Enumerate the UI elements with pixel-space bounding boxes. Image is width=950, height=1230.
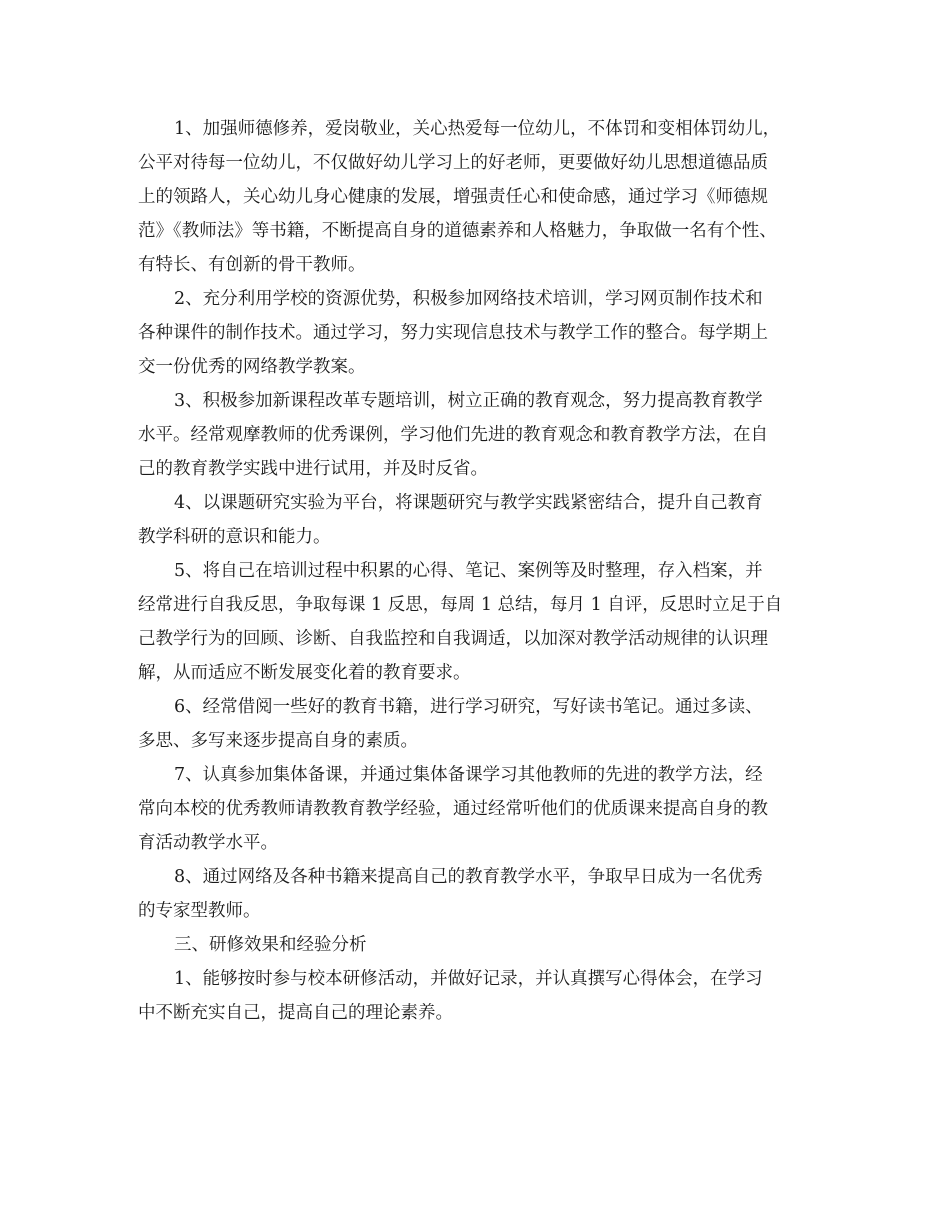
text-line: 有特长、有创新的骨干教师。: [138, 255, 366, 275]
text-line: 交一份优秀的网络教学教案。: [138, 357, 366, 377]
text-line: 三、研修效果和经验分析: [174, 935, 367, 955]
text-line: 己的教育教学实践中进行试用，并及时反省。: [138, 459, 488, 479]
text-line: 公平对待每一位幼儿，不仅做好幼儿学习上的好老师，更要做好幼儿思想道德品质: [138, 153, 768, 173]
text-line: 各种课件的制作技术。通过学习，努力实现信息技术与教学工作的整合。每学期上: [138, 323, 768, 343]
text-line: 范》《教师法》等书籍，不断提高自身的道德素养和人格魅力，争取做一名有个性、: [138, 221, 777, 241]
text-line: 1、加强师德修养，爱岗敬业，关心热爱每一位幼儿，不体罚和变相体罚幼儿，: [174, 119, 781, 139]
text-line: 育活动教学水平。: [138, 833, 278, 853]
text-line: 解，从而适应不断发展变化着的教育要求。: [138, 663, 471, 683]
text-line: 多思、多写来逐步提高自身的素质。: [138, 731, 418, 751]
text-line: 3、积极参加新课程改革专题培训，树立正确的教育观念，努力提高教育教学: [174, 391, 763, 411]
text-line: 经常进行自我反思，争取每课 1 反思，每周 1 总结，每月 1 自评，反思时立足于自: [138, 595, 783, 615]
text-line: 上的领路人，关心幼儿身心健康的发展，增强责任心和使命感，通过学习《师德规: [138, 187, 768, 207]
text-line: 水平。经常观摩教师的优秀课例，学习他们先进的教育观念和教育教学方法，在自: [138, 425, 768, 445]
text-line: 教学科研的意识和能力。: [138, 527, 331, 547]
document-body: [138, 112, 818, 1030]
text-line: 的专家型教师。: [138, 901, 261, 921]
text-line: 2、充分利用学校的资源优势，积极参加网络技术培训，学习网页制作技术和: [174, 289, 763, 309]
text-line: 5、将自己在培训过程中积累的心得、笔记、案例等及时整理，存入档案，并: [174, 561, 763, 581]
text-line: 4、以课题研究实验为平台，将课题研究与教学实践紧密结合，提升自己教育: [174, 493, 763, 513]
text-line: 己教学行为的回顾、诊断、自我监控和自我调适，以加深对教学活动规律的认识理: [138, 629, 768, 649]
text-line: 6、经常借阅一些好的教育书籍，进行学习研究，写好读书笔记。通过多读、: [174, 697, 763, 717]
text-line: 1、能够按时参与校本研修活动，并做好记录，并认真撰写心得体会，在学习: [174, 969, 763, 989]
text-line: 7、认真参加集体备课，并通过集体备课学习其他教师的先进的教学方法，经: [174, 765, 763, 785]
text-line: 中不断充实自己，提高自己的理论素养。: [138, 1003, 453, 1023]
text-line: 常向本校的优秀教师请教教育教学经验，通过经常听他们的优质课来提高自身的教: [138, 799, 768, 819]
text-line: 8、通过网络及各种书籍来提高自己的教育教学水平，争取早日成为一名优秀: [174, 867, 763, 887]
